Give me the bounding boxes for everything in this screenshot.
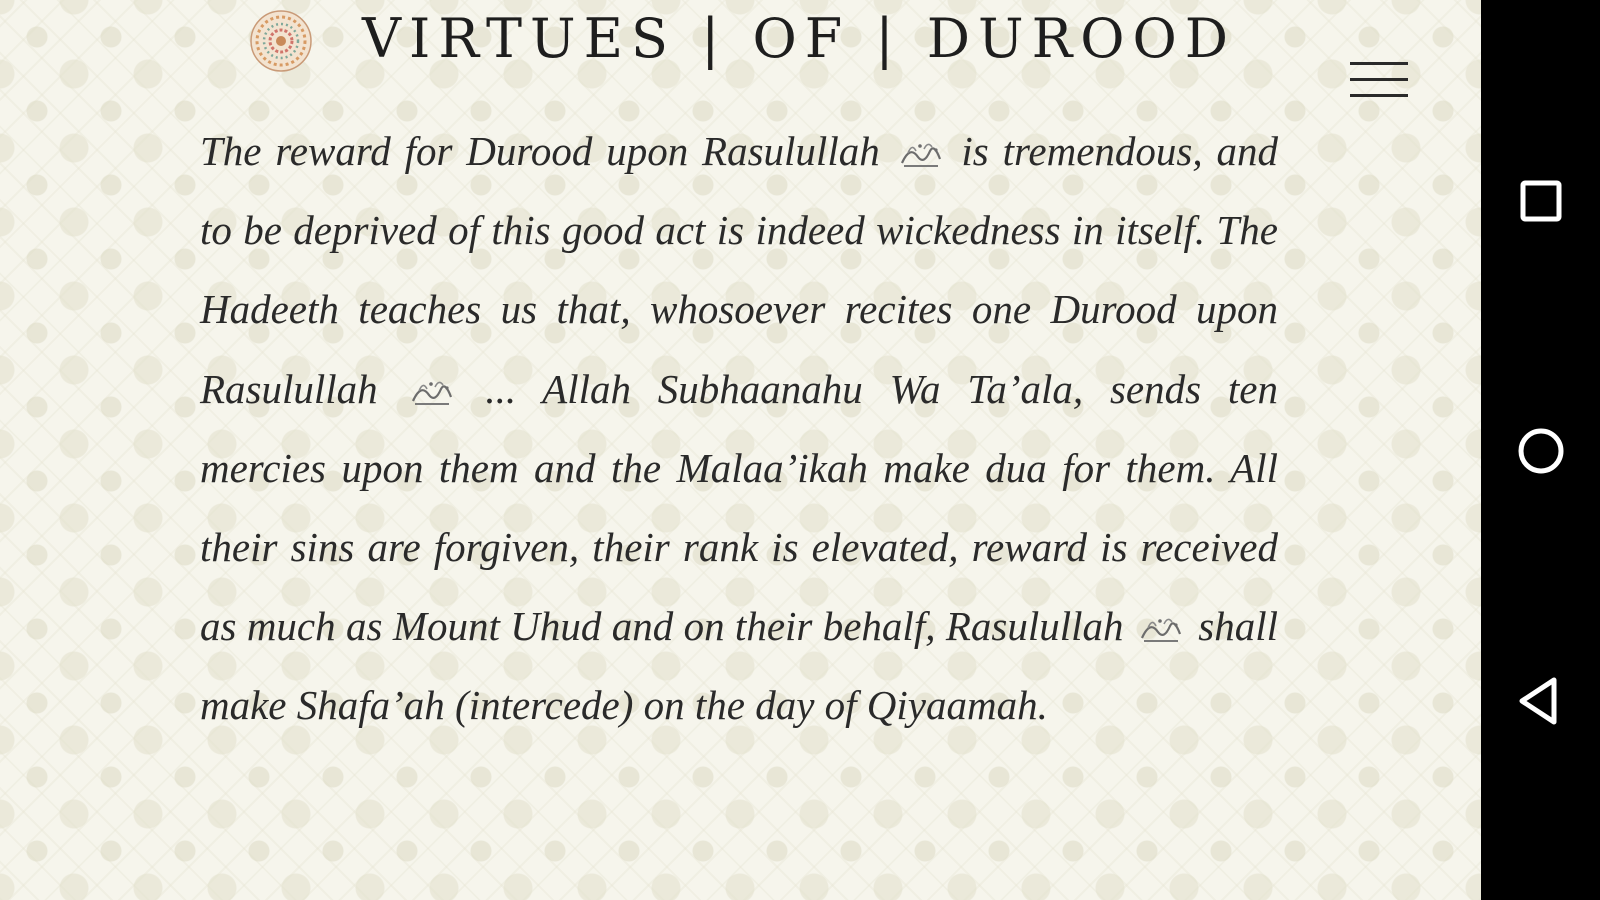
salawat-calligraphy-icon [898,139,944,169]
menu-line [1350,78,1408,81]
android-navigation-bar [1481,0,1600,900]
paragraph-text: shall make Shafa’ah (intercede) on the day of Qiyaamah. [200,603,1278,729]
salawat-calligraphy-icon [1138,614,1184,644]
paragraph-text: ... Allah Subhaanahu Wa Ta’ala, sends ten mercies upon them and the Malaa’ikah make dua for them. All their sins are forgiven, their rank is elevated, reward is received as much as Mount Uhud and on their behalf, Rasulullah [200,365,1278,650]
durood-virtues-paragraph [200,112,1278,746]
menu-line [1350,62,1408,65]
circle-home-icon[interactable] [1510,420,1572,482]
mandala-logo-icon [248,8,314,74]
triangle-back-icon[interactable] [1510,670,1572,732]
paragraph-text: is tremendous, and to be deprived of this good act is indeed wickedness in itself. The Hadeeth teaches us that, whosoever recites one Durood upon Rasulullah [200,128,1278,412]
menu-button[interactable] [1346,58,1410,104]
menu-line [1350,94,1408,97]
paragraph-text: The reward for Durood upon Rasulullah [200,128,894,174]
page-title: VIRTUES | OF | DUROOD [362,7,1237,70]
salawat-calligraphy-icon [409,377,455,407]
square-recents-icon[interactable] [1510,170,1572,232]
app-header [0,0,1481,90]
